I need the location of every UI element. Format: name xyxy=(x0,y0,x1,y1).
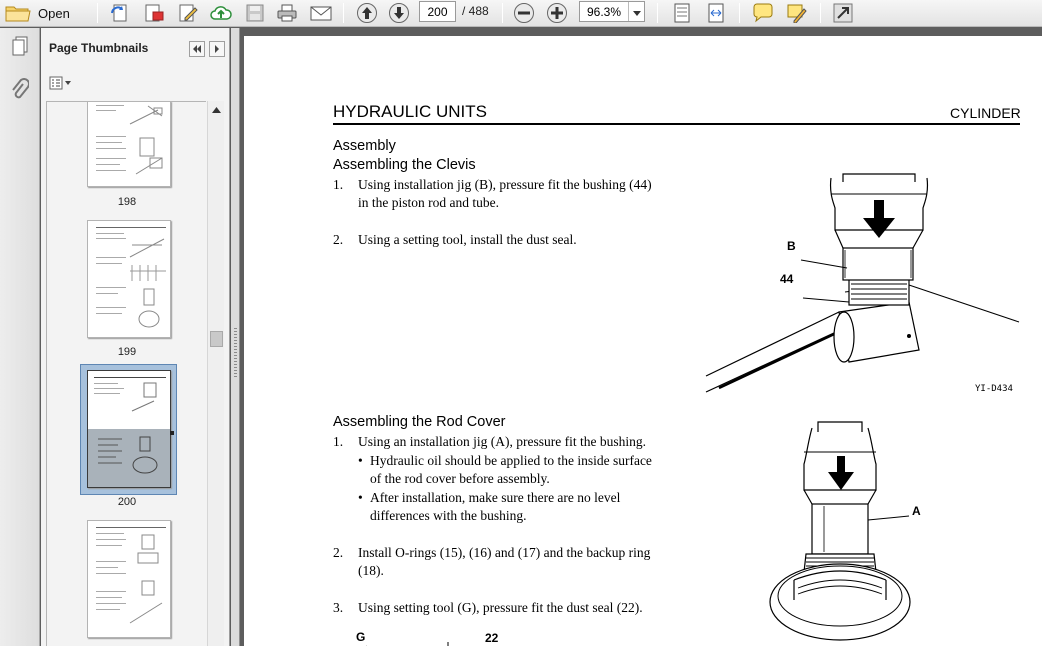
create-pdf-button[interactable] xyxy=(108,2,134,24)
rod-cover-heading: Assembling the Rod Cover xyxy=(333,414,506,430)
section-subtitle: CYLINDER xyxy=(950,105,1021,121)
envelope-icon xyxy=(309,4,333,22)
convert-pdf-button[interactable] xyxy=(141,2,167,24)
toolbar-separator xyxy=(97,3,98,23)
fit-page-button[interactable] xyxy=(669,2,695,24)
partial-figure-lines xyxy=(364,640,464,646)
fit-width-icon xyxy=(706,2,726,24)
open-label: Open xyxy=(38,5,70,21)
fit-page-icon xyxy=(672,2,692,24)
thumbnail-page-number: 199 xyxy=(117,346,137,358)
page-thumbnails-tab[interactable] xyxy=(6,34,34,62)
upload-button[interactable] xyxy=(208,2,234,24)
save-icon xyxy=(245,3,265,23)
folder-icon xyxy=(4,3,32,23)
figure-code: YI-D434 xyxy=(975,384,1013,394)
arrow-down-circle-icon xyxy=(388,2,410,24)
zoom-in-button[interactable] xyxy=(545,2,569,24)
paperclip-icon xyxy=(11,78,29,107)
toolbar-separator xyxy=(502,3,503,23)
expand-icon xyxy=(833,3,853,23)
print-button[interactable] xyxy=(273,2,301,24)
toolbar-separator xyxy=(343,3,344,23)
rod-cover-figure xyxy=(764,412,934,646)
bullet-text: Hydraulic oil should be applied to the inside surface xyxy=(370,453,652,468)
zoom-dropdown-button[interactable] xyxy=(628,2,644,21)
step-text: Using installation jig (B), pressure fit the bushing (44) xyxy=(358,177,652,192)
thumbnail-page-200[interactable] xyxy=(87,370,171,488)
bullet-text: differences with the bushing. xyxy=(370,508,527,523)
expand-panel-button[interactable] xyxy=(209,41,225,57)
figure-label-g: G xyxy=(356,630,366,644)
zoom-out-button[interactable] xyxy=(512,2,536,24)
page-total: / 488 xyxy=(462,4,489,18)
step-text: Using an installation jig (A), pressure fit the bushing. xyxy=(358,434,646,449)
pdf-convert-icon xyxy=(143,3,165,23)
bullet: • xyxy=(358,490,363,505)
panel-title: Page Thumbnails xyxy=(49,41,149,55)
plus-circle-icon xyxy=(546,2,568,24)
speech-bubble-icon xyxy=(752,3,774,23)
thumbnail-list[interactable] xyxy=(46,101,206,646)
fullscreen-button[interactable] xyxy=(831,2,855,24)
figure-label-44: 44 xyxy=(780,272,794,286)
chevron-down-icon xyxy=(633,3,641,21)
step-number: 1. xyxy=(333,177,344,192)
step-text: Using setting tool (G), pressure fit the dust seal (22). xyxy=(358,600,643,615)
bullet-text: of the rod cover before assembly. xyxy=(370,471,550,486)
fit-width-button[interactable] xyxy=(703,2,729,24)
previous-page-button[interactable] xyxy=(354,2,380,24)
assembly-heading: Assembly xyxy=(333,138,396,154)
cloud-upload-icon xyxy=(209,3,233,23)
step-number: 3. xyxy=(333,600,344,615)
toolbar-separator xyxy=(820,3,821,23)
scrollbar-thumb[interactable] xyxy=(210,331,223,347)
minus-circle-icon xyxy=(513,2,535,24)
panel-splitter[interactable] xyxy=(231,28,240,646)
thumbnail-page-number: 200 xyxy=(117,496,137,508)
figure-label-a: A xyxy=(912,504,921,518)
arrow-up-circle-icon xyxy=(356,2,378,24)
create-pdf-icon xyxy=(110,3,132,23)
thumbnails-panel xyxy=(41,28,230,646)
thumbnail-scrollbar[interactable] xyxy=(207,101,224,646)
header-rule xyxy=(333,123,1020,125)
thumbnail-page-198[interactable] xyxy=(87,101,171,187)
edit-pdf-button[interactable] xyxy=(175,2,201,24)
highlighter-icon xyxy=(786,3,808,23)
document-page xyxy=(244,36,1042,646)
step-number: 2. xyxy=(333,545,344,560)
next-page-button[interactable] xyxy=(386,2,412,24)
attachments-tab[interactable] xyxy=(6,78,34,106)
page-number-input[interactable] xyxy=(419,1,456,22)
double-chevron-left-icon xyxy=(192,40,202,58)
pencil-page-icon xyxy=(177,3,199,23)
highlight-button[interactable] xyxy=(784,2,810,24)
thumbnail-page-number: 198 xyxy=(117,196,137,208)
navigation-rail xyxy=(0,28,40,646)
step-text: Using a setting tool, install the dust seal. xyxy=(358,232,577,247)
save-button[interactable] xyxy=(242,2,268,24)
step-number: 2. xyxy=(333,232,344,247)
scroll-up-button[interactable] xyxy=(208,101,224,117)
toolbar-separator xyxy=(739,3,740,23)
thumbnail-options-button[interactable] xyxy=(49,77,73,94)
document-view[interactable] xyxy=(240,28,1042,646)
chevron-right-icon xyxy=(214,40,220,58)
chevron-up-icon xyxy=(212,100,221,118)
section-title: HYDRAULIC UNITS xyxy=(333,102,487,121)
step-text: in the piston rod and tube. xyxy=(358,195,499,210)
open-button[interactable] xyxy=(4,2,84,24)
step-text: (18). xyxy=(358,563,384,578)
thumbnail-page-199[interactable] xyxy=(87,220,171,338)
step-text: Install O-rings (15), (16) and (17) and the backup ring xyxy=(358,545,651,560)
thumbnail-page-201[interactable] xyxy=(87,520,171,638)
toolbar xyxy=(0,0,1042,27)
zoom-input[interactable] xyxy=(580,2,628,21)
zoom-select[interactable] xyxy=(579,1,645,22)
step-number: 1. xyxy=(333,434,344,449)
bullet: • xyxy=(358,453,363,468)
clevis-heading: Assembling the Clevis xyxy=(333,157,476,173)
collapse-panel-button[interactable] xyxy=(189,41,205,57)
list-options-icon xyxy=(49,76,73,95)
bullet-text: After installation, make sure there are no level xyxy=(370,490,621,505)
printer-icon xyxy=(275,3,299,23)
pages-icon xyxy=(10,35,30,62)
figure-label-22: 22 xyxy=(485,631,499,645)
figure-label-b: B xyxy=(787,239,796,253)
splitter-grip[interactable] xyxy=(234,328,237,378)
clevis-assembly-figure xyxy=(699,164,1029,396)
email-button[interactable] xyxy=(307,2,335,24)
comment-button[interactable] xyxy=(750,2,776,24)
toolbar-separator xyxy=(657,3,658,23)
